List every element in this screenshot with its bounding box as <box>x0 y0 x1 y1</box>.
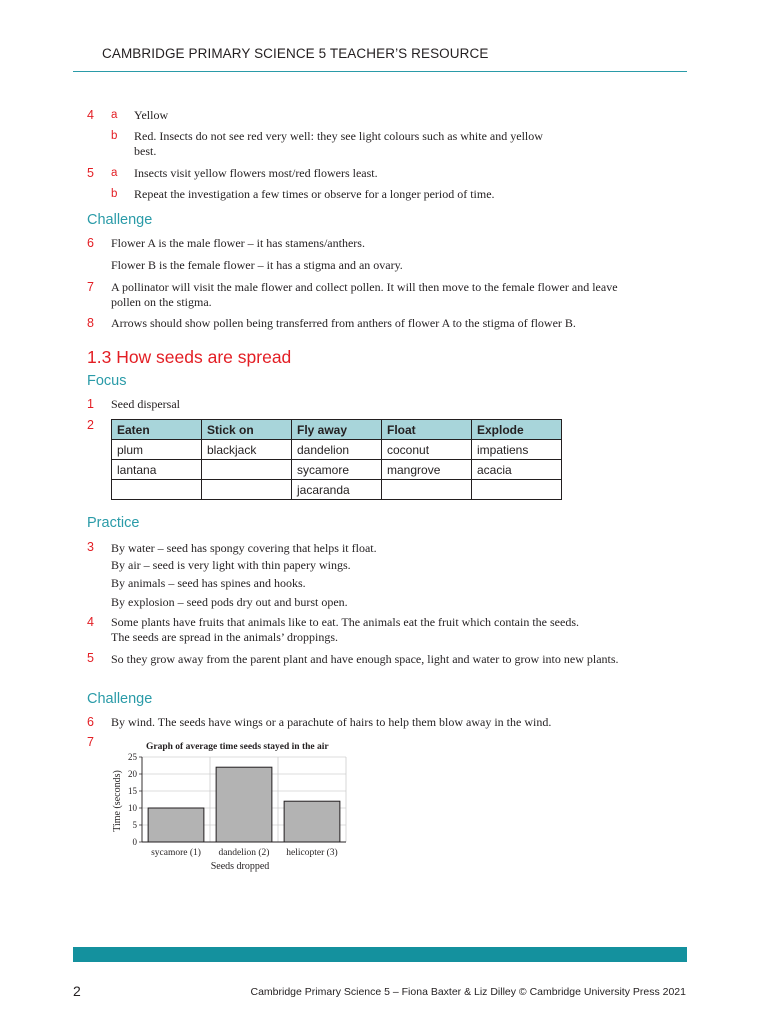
sub-label-5a: a <box>111 167 118 179</box>
column-header: Float <box>382 420 472 440</box>
focus-heading: Focus <box>87 373 127 389</box>
answer-7: A pollinator will visit the male flower and collect pollen. It will then move to the female flower and leave pollen on the stigma. <box>111 280 618 309</box>
sub-label-4a: a <box>111 109 118 121</box>
answer-6-line2: Flower B is the female flower – it has a stigma and an ovary. <box>111 258 403 272</box>
answer-4-practice: Some plants have fruits that animals like to eat. The animals eat the fruit which contain the seeds. The seeds are spread in the animals’ droppings. <box>111 615 579 644</box>
answer-4b: Red. Insects do not see red very well: they see light colours such as white and yellow best. <box>134 129 543 158</box>
challenge-heading: Challenge <box>87 212 153 228</box>
table-header-row <box>112 420 562 440</box>
y-tick-label: 20 <box>128 769 137 779</box>
answer-6-line1: Flower A is the male flower – it has stamens/anthers. <box>111 236 365 250</box>
answer-8: Arrows should show pollen being transferred from anthers of flower A to the stigma of flower B. <box>111 316 576 330</box>
page-number: 2 <box>73 983 81 999</box>
answer-3-line4: By explosion – seed pods dry out and burst open. <box>111 595 348 609</box>
question-number-6: 6 <box>87 236 94 250</box>
y-tick-label: 0 <box>132 837 137 847</box>
table-cell: impatiens <box>472 440 562 460</box>
practice-heading: Practice <box>87 515 140 531</box>
running-header: CAMBRIDGE PRIMARY SCIENCE 5 TEACHER’S RESOURCE <box>102 46 489 61</box>
x-tick-label: dandelion (2) <box>218 848 270 858</box>
table-cell: plum <box>112 440 202 460</box>
table-cell <box>202 460 292 480</box>
table-cell: acacia <box>472 460 562 480</box>
table-cell: blackjack <box>202 440 292 460</box>
footer-band <box>73 947 687 962</box>
bar <box>216 767 272 842</box>
sub-label-4b: b <box>111 130 118 142</box>
y-axis-label: Time (seconds) <box>112 770 123 832</box>
x-tick-label: sycamore (1) <box>151 848 201 858</box>
question-number-1: 1 <box>87 397 94 411</box>
table-cell <box>112 480 202 500</box>
table-cell: dandelion <box>292 440 382 460</box>
column-header: Explode <box>472 420 562 440</box>
table-row <box>112 440 562 460</box>
table-cell <box>472 480 562 500</box>
seed-air-time-chart <box>108 737 358 877</box>
challenge-heading-2: Challenge <box>87 691 153 707</box>
table-cell: sycamore <box>292 460 382 480</box>
header-rule <box>73 71 687 72</box>
table-cell: lantana <box>112 460 202 480</box>
answer-4a: Yellow <box>134 108 169 122</box>
y-tick-label: 5 <box>132 820 137 830</box>
table-cell: mangrove <box>382 460 472 480</box>
column-header: Eaten <box>112 420 202 440</box>
bar <box>148 808 204 842</box>
y-tick-label: 10 <box>128 803 137 813</box>
question-number-7-challenge: 7 <box>87 735 94 749</box>
seed-dispersal-table <box>111 419 562 500</box>
answer-3-line2: By air – seed is very light with thin papery wings. <box>111 558 351 572</box>
table-cell: coconut <box>382 440 472 460</box>
question-number-4-practice: 4 <box>87 615 94 629</box>
table-cell: jacaranda <box>292 480 382 500</box>
question-number-5-practice: 5 <box>87 651 94 665</box>
answer-5-practice: So they grow away from the parent plant and have enough space, light and water to grow into new plants. <box>111 652 619 666</box>
question-number-4: 4 <box>87 108 94 122</box>
question-number-8: 8 <box>87 316 94 330</box>
table-cell <box>202 480 292 500</box>
x-axis-label: Seeds dropped <box>210 861 270 872</box>
question-number-7: 7 <box>87 280 94 294</box>
sub-label-5b: b <box>111 188 118 200</box>
chart-title: Graph of average time seeds stayed in the air <box>146 742 329 752</box>
table-row <box>112 480 562 500</box>
answer-5a: Insects visit yellow flowers most/red flowers least. <box>134 166 378 180</box>
answer-6-challenge: By wind. The seeds have wings or a parachute of hairs to help them blow away in the wind. <box>111 715 552 729</box>
y-tick-label: 15 <box>128 786 137 796</box>
answer-3-line1: By water – seed has spongy covering that helps it float. <box>111 541 377 555</box>
y-tick-label: 25 <box>128 752 137 762</box>
question-number-5: 5 <box>87 166 94 180</box>
column-header: Stick on <box>202 420 292 440</box>
question-number-2: 2 <box>87 418 94 432</box>
column-header: Fly away <box>292 420 382 440</box>
question-number-6-challenge: 6 <box>87 715 94 729</box>
table-cell <box>382 480 472 500</box>
bar <box>284 801 340 842</box>
footer-credit: Cambridge Primary Science 5 – Fiona Baxter & Liz Dilley © Cambridge University Press 2021 <box>250 986 686 998</box>
answer-3-line3: By animals – seed has spines and hooks. <box>111 576 306 590</box>
answer-1: Seed dispersal <box>111 397 180 411</box>
question-number-3: 3 <box>87 540 94 554</box>
table-row <box>112 460 562 480</box>
x-tick-label: helicopter (3) <box>286 848 338 858</box>
section-title: 1.3 How seeds are spread <box>87 347 292 367</box>
answer-5b: Repeat the investigation a few times or observe for a longer period of time. <box>134 187 495 201</box>
